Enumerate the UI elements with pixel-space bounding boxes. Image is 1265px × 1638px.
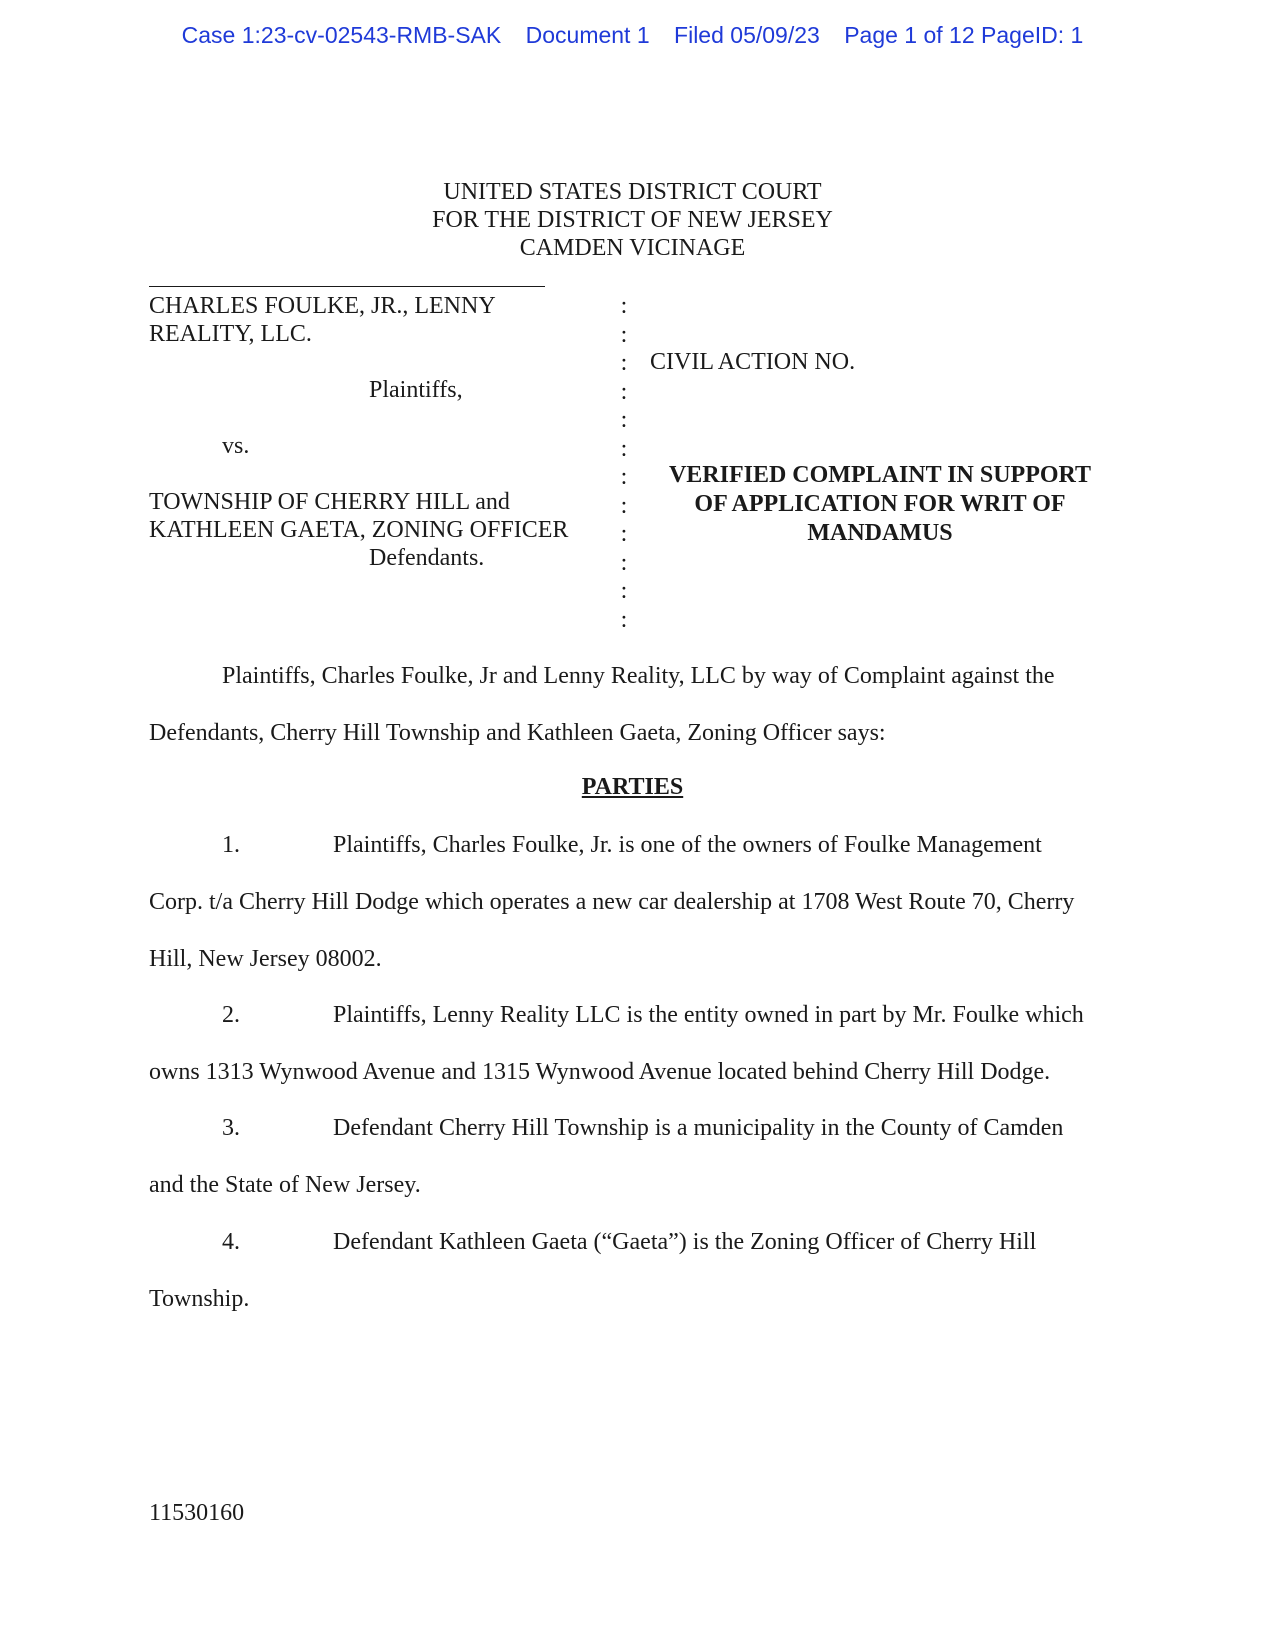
paragraph-2-line2: owns 1313 Wynwood Avenue and 1315 Wynwood Avenue located behind Cherry Hill Dodge. [149,1059,1051,1085]
document-title-line2: OF APPLICATION FOR WRIT OF [694,491,1066,517]
caption-colon: : [620,549,628,576]
caption-colon: : [620,606,628,633]
intro-line1: Plaintiffs, Charles Foulke, Jr and Lenny Reality, LLC by way of Complaint against the [222,663,1055,689]
paragraph-number: 1. [222,832,240,858]
intro-line2: Defendants, Cherry Hill Township and Kathleen Gaeta, Zoning Officer says: [149,720,886,746]
versus-label: vs. [222,433,250,459]
court-district: FOR THE DISTRICT OF NEW JERSEY [432,207,833,233]
paragraph-3-line1: Defendant Cherry Hill Township is a municipality in the County of Camden [333,1115,1064,1141]
caption-colon: : [620,293,628,319]
paragraph-number: 3. [222,1115,240,1141]
caption-colon: : [620,435,628,462]
caption-colon: : [620,464,628,490]
paragraph-1-line1: Plaintiffs, Charles Foulke, Jr. is one of the owners of Foulke Management [333,832,1042,858]
paragraph-4-line1: Defendant Kathleen Gaeta (“Gaeta”) is the Zoning Officer of Cherry Hill [333,1229,1037,1255]
defendant-name-line2: KATHLEEN GAETA, ZONING OFFICER [149,517,569,543]
caption-colon: : [620,321,628,348]
defendant-name-line1: TOWNSHIP OF CHERRY HILL and [149,489,510,515]
section-heading-parties: PARTIES [581,774,684,800]
paragraph-2-line1: Plaintiffs, Lenny Reality LLC is the entity owned in part by Mr. Foulke which [333,1002,1084,1028]
caption-colon: : [620,521,628,547]
plaintiff-name-line1: CHARLES FOULKE, JR., LENNY [149,293,496,319]
document-title-line3: MANDAMUS [807,520,953,546]
caption-colon: : [620,407,628,433]
defendants-label: Defendants. [369,545,485,571]
court-heading [0,178,1265,262]
paragraph-3-line2: and the State of New Jersey. [149,1172,421,1198]
caption-divider [149,286,545,287]
document-id-footer: 11530160 [149,1500,245,1526]
paragraph-4-line2: Township. [149,1286,250,1312]
civil-action-number: CIVIL ACTION NO. [650,349,856,375]
document-title-line1: VERIFIED COMPLAINT IN SUPPORT [668,462,1092,488]
paragraph-1-line3: Hill, New Jersey 08002. [149,946,382,972]
plaintiff-name-line2: REALITY, LLC. [149,321,312,347]
caption-colon: : [620,492,628,519]
document-number: Document 1 [525,22,650,48]
paragraph-1-line2: Corp. t/a Cherry Hill Dodge which operates a new car dealership at 1708 West Route 70, Cherry [149,889,1075,915]
plaintiffs-label: Plaintiffs, [369,377,463,403]
filed-date: Filed 05/09/23 [674,22,820,48]
court-name: UNITED STATES DISTRICT COURT [443,179,822,205]
paragraph-number: 4. [222,1229,240,1255]
paragraph-number: 2. [222,1002,240,1028]
document-title [655,461,1105,548]
caption-colon: : [620,578,628,604]
ecf-filing-header [0,22,1265,49]
page-id: Page 1 of 12 PageID: 1 [844,22,1084,48]
caption-colon: : [620,378,628,405]
caption-colon: : [620,350,628,376]
caption-colon-column [617,292,631,634]
court-vicinage: CAMDEN VICINAGE [519,235,746,261]
case-number: Case 1:23-cv-02543-RMB-SAK [181,22,502,48]
